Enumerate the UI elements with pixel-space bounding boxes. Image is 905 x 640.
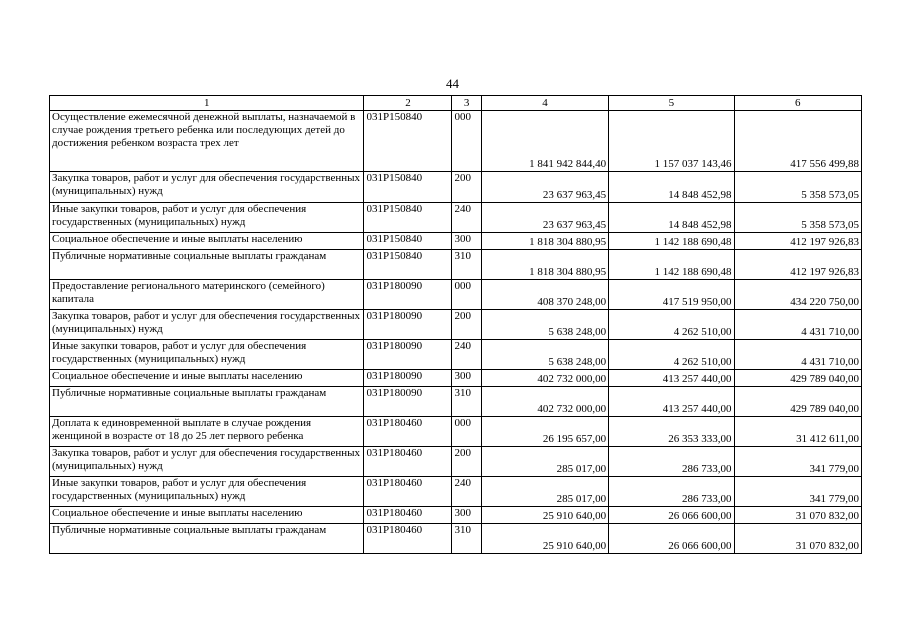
- row-name-cell: Социальное обеспечение и иные выплаты населению: [50, 370, 364, 387]
- amount-col5-cell: 286 733,00: [609, 477, 734, 507]
- amount-col6-cell: 4 431 710,00: [734, 340, 861, 370]
- expense-type-code-cell: 200: [452, 310, 481, 340]
- row-name-cell: Социальное обеспечение и иные выплаты населению: [50, 507, 364, 524]
- target-article-code-cell: 031P150840: [364, 172, 452, 203]
- expense-type-code-cell: 300: [452, 507, 481, 524]
- target-article-code-cell: 031P180460: [364, 507, 452, 524]
- row-name-cell: Закупка товаров, работ и услуг для обеспечения государственных (муниципальных) нужд: [50, 172, 364, 203]
- row-name-cell: Иные закупки товаров, работ и услуг для обеспечения государственных (муниципальных) нужд: [50, 203, 364, 233]
- row-name-cell: Закупка товаров, работ и услуг для обеспечения государственных (муниципальных) нужд: [50, 447, 364, 477]
- target-article-code-cell: 031P180090: [364, 310, 452, 340]
- amount-col5-cell: 26 066 600,00: [609, 524, 734, 554]
- table-row: [50, 280, 862, 310]
- column-header: 1: [50, 96, 364, 111]
- target-article-code-cell: 031P180090: [364, 387, 452, 417]
- amount-col6-cell: 4 431 710,00: [734, 310, 861, 340]
- amount-col5-cell: 413 257 440,00: [609, 370, 734, 387]
- target-article-code-cell: 031P150840: [364, 111, 452, 172]
- target-article-code-cell: 031P150840: [364, 203, 452, 233]
- expense-type-code-cell: 000: [452, 417, 481, 447]
- amount-col5-cell: 14 848 452,98: [609, 203, 734, 233]
- amount-col5-cell: 1 142 188 690,48: [609, 233, 734, 250]
- expense-type-code-cell: 240: [452, 340, 481, 370]
- table-row: [50, 233, 862, 250]
- amount-col6-cell: 412 197 926,83: [734, 233, 861, 250]
- amount-col4-cell: 26 195 657,00: [481, 417, 608, 447]
- amount-col4-cell: 23 637 963,45: [481, 203, 608, 233]
- amount-col4-cell: 402 732 000,00: [481, 387, 608, 417]
- amount-col6-cell: 5 358 573,05: [734, 172, 861, 203]
- amount-col5-cell: 4 262 510,00: [609, 340, 734, 370]
- table-row: [50, 417, 862, 447]
- amount-col6-cell: 429 789 040,00: [734, 387, 861, 417]
- amount-col4-cell: 1 818 304 880,95: [481, 250, 608, 280]
- amount-col6-cell: 341 779,00: [734, 447, 861, 477]
- column-header: 2: [364, 96, 452, 111]
- table-row: [50, 387, 862, 417]
- row-name-cell: Предоставление регионального материнского (семейного) капитала: [50, 280, 364, 310]
- table-row: [50, 370, 862, 387]
- expense-type-code-cell: 240: [452, 203, 481, 233]
- target-article-code-cell: 031P150840: [364, 233, 452, 250]
- row-name-cell: Иные закупки товаров, работ и услуг для обеспечения государственных (муниципальных) нужд: [50, 477, 364, 507]
- amount-col6-cell: 31 070 832,00: [734, 507, 861, 524]
- row-name-cell: Осуществление ежемесячной денежной выплаты, назначаемой в случае рождения третьего ребенка или последующих детей до достижения ребенком возраста трех лет: [50, 111, 364, 172]
- target-article-code-cell: 031P150840: [364, 250, 452, 280]
- target-article-code-cell: 031P180090: [364, 370, 452, 387]
- amount-col4-cell: 23 637 963,45: [481, 172, 608, 203]
- column-header-row: [50, 96, 862, 111]
- budget-table: [49, 95, 862, 554]
- table-row: [50, 340, 862, 370]
- amount-col5-cell: 417 519 950,00: [609, 280, 734, 310]
- column-header: 6: [734, 96, 861, 111]
- table-row: [50, 477, 862, 507]
- amount-col4-cell: 408 370 248,00: [481, 280, 608, 310]
- amount-col4-cell: 25 910 640,00: [481, 507, 608, 524]
- table-row: [50, 172, 862, 203]
- table-row: [50, 524, 862, 554]
- amount-col5-cell: 286 733,00: [609, 447, 734, 477]
- column-header: 5: [609, 96, 734, 111]
- row-name-cell: Доплата к единовременной выплате в случае рождения женщиной в возрасте от 18 до 25 лет первого ребенка: [50, 417, 364, 447]
- amount-col5-cell: 14 848 452,98: [609, 172, 734, 203]
- table-row: [50, 507, 862, 524]
- table-row: [50, 203, 862, 233]
- amount-col6-cell: 31 412 611,00: [734, 417, 861, 447]
- amount-col5-cell: 26 353 333,00: [609, 417, 734, 447]
- amount-col4-cell: 5 638 248,00: [481, 310, 608, 340]
- row-name-cell: Публичные нормативные социальные выплаты гражданам: [50, 250, 364, 280]
- amount-col6-cell: 5 358 573,05: [734, 203, 861, 233]
- expense-type-code-cell: 000: [452, 111, 481, 172]
- expense-type-code-cell: 310: [452, 387, 481, 417]
- expense-type-code-cell: 240: [452, 477, 481, 507]
- amount-col4-cell: 1 818 304 880,95: [481, 233, 608, 250]
- expense-type-code-cell: 200: [452, 172, 481, 203]
- expense-type-code-cell: 200: [452, 447, 481, 477]
- amount-col5-cell: 26 066 600,00: [609, 507, 734, 524]
- target-article-code-cell: 031P180090: [364, 280, 452, 310]
- amount-col6-cell: 429 789 040,00: [734, 370, 861, 387]
- table-row: [50, 111, 862, 172]
- target-article-code-cell: 031P180460: [364, 447, 452, 477]
- target-article-code-cell: 031P180090: [364, 340, 452, 370]
- column-header: 3: [452, 96, 481, 111]
- amount-col5-cell: 413 257 440,00: [609, 387, 734, 417]
- amount-col6-cell: 31 070 832,00: [734, 524, 861, 554]
- expense-type-code-cell: 300: [452, 233, 481, 250]
- target-article-code-cell: 031P180460: [364, 417, 452, 447]
- row-name-cell: Публичные нормативные социальные выплаты гражданам: [50, 387, 364, 417]
- amount-col4-cell: 1 841 942 844,40: [481, 111, 608, 172]
- row-name-cell: Закупка товаров, работ и услуг для обеспечения государственных (муниципальных) нужд: [50, 310, 364, 340]
- target-article-code-cell: 031P180460: [364, 524, 452, 554]
- expense-type-code-cell: 310: [452, 524, 481, 554]
- expense-type-code-cell: 300: [452, 370, 481, 387]
- amount-col6-cell: 341 779,00: [734, 477, 861, 507]
- amount-col4-cell: 5 638 248,00: [481, 340, 608, 370]
- column-header: 4: [481, 96, 608, 111]
- table-row: [50, 250, 862, 280]
- amount-col6-cell: 417 556 499,88: [734, 111, 861, 172]
- expense-type-code-cell: 000: [452, 280, 481, 310]
- expense-type-code-cell: 310: [452, 250, 481, 280]
- table-row: [50, 447, 862, 477]
- row-name-cell: Публичные нормативные социальные выплаты гражданам: [50, 524, 364, 554]
- amount-col6-cell: 412 197 926,83: [734, 250, 861, 280]
- amount-col5-cell: 1 157 037 143,46: [609, 111, 734, 172]
- amount-col6-cell: 434 220 750,00: [734, 280, 861, 310]
- amount-col4-cell: 285 017,00: [481, 477, 608, 507]
- table-row: [50, 310, 862, 340]
- amount-col4-cell: 402 732 000,00: [481, 370, 608, 387]
- page-number: 44: [446, 76, 459, 91]
- amount-col5-cell: 1 142 188 690,48: [609, 250, 734, 280]
- amount-col4-cell: 25 910 640,00: [481, 524, 608, 554]
- row-name-cell: Иные закупки товаров, работ и услуг для обеспечения государственных (муниципальных) нужд: [50, 340, 364, 370]
- amount-col4-cell: 285 017,00: [481, 447, 608, 477]
- target-article-code-cell: 031P180460: [364, 477, 452, 507]
- amount-col5-cell: 4 262 510,00: [609, 310, 734, 340]
- row-name-cell: Социальное обеспечение и иные выплаты населению: [50, 233, 364, 250]
